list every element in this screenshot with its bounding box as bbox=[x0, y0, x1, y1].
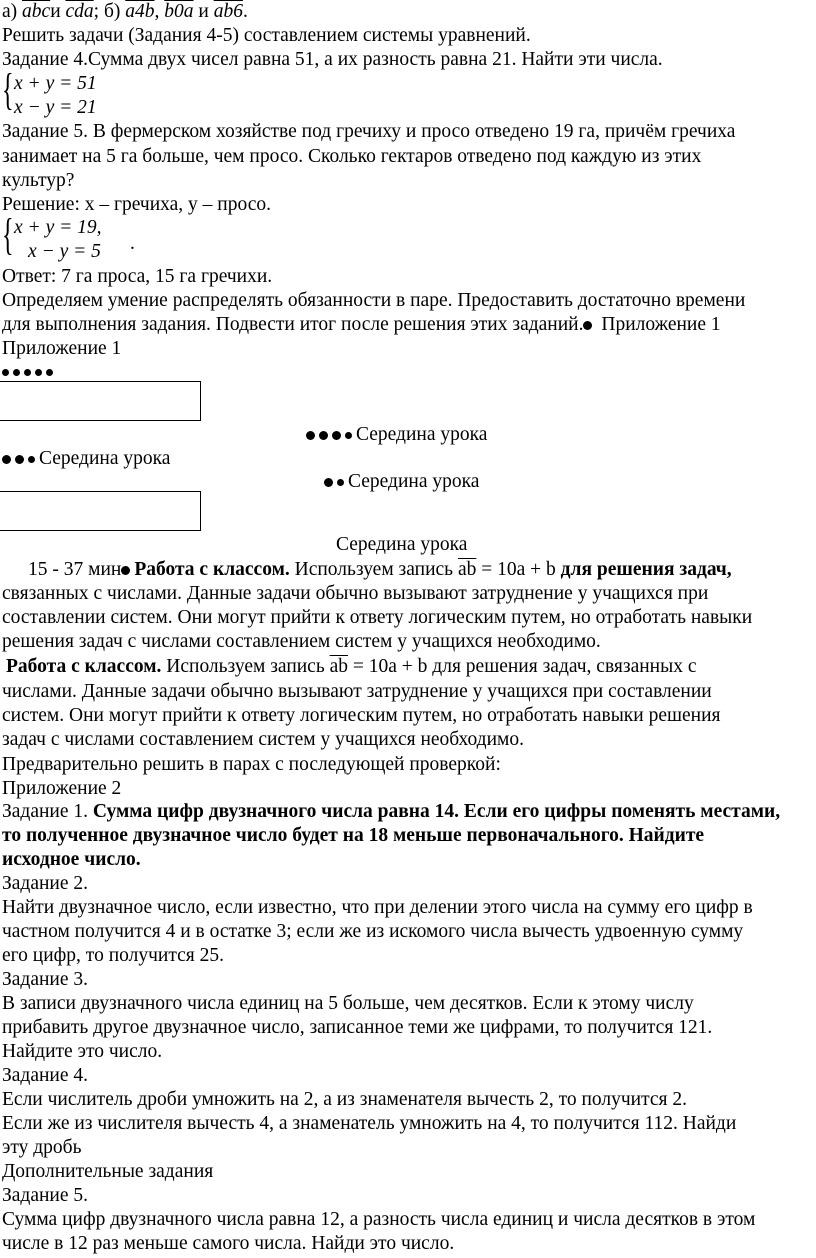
task-5-line-1: Сумма цифр двузначного числа равна 12, а разность числа единиц и числа десятков в этом bbox=[2, 1209, 756, 1230]
task-2-line-2: частном получится 4 и в остатке 3; если же из искомого числа вычесть удвоенную сумму bbox=[2, 921, 744, 942]
appendix-2-label: Приложение 2 bbox=[2, 778, 122, 799]
equation-1a: x + y = 51 bbox=[14, 73, 97, 94]
text: а) bbox=[2, 1, 23, 22]
task-5-line-2: занимает на 5 га больше, чем просо. Сколько гектаров отведено под каждую из этих bbox=[2, 146, 702, 167]
task-5-label: Задание 5. bbox=[2, 1185, 89, 1206]
bullet-icon bbox=[46, 369, 53, 376]
task-3-line-2: прибавить другое двузначное число, записанное теми же цифрами, то получится 121. bbox=[2, 1017, 713, 1038]
formula-ab: $\overline{ab}$ bbox=[457, 559, 477, 580]
bullet-icon bbox=[2, 455, 11, 464]
task-4-line-1: Если числитель дроби умножить на 2, а из знаменателя вычесть 2, то получится 2. bbox=[2, 1089, 687, 1110]
formula-ab6: ab6 bbox=[213, 1, 243, 22]
formula-cda: $\overline{cda}$ bbox=[65, 1, 94, 22]
task-3-line-3: Найдите это число. bbox=[2, 1041, 163, 1062]
task-1-line-1 bbox=[2, 800, 780, 824]
paragraph-line-1: Определяем умение распределять обязанности в паре. Предоставить достаточно времени bbox=[2, 290, 746, 311]
formula: = 10a + b bbox=[348, 656, 428, 677]
text: Середина урока bbox=[39, 448, 171, 469]
task-1-line-2: то полученное двузначное число будет на 18 меньше первоначального. Найдите bbox=[2, 825, 705, 846]
task-1-line-3: исходное число. bbox=[2, 849, 141, 870]
equation-2a: x + y = 19, bbox=[14, 217, 102, 238]
text: Используем запись bbox=[161, 656, 330, 677]
text: Используем запись bbox=[289, 559, 458, 580]
task-2-line-3: его цифр, то получится 25. bbox=[2, 945, 224, 966]
empty-box bbox=[0, 381, 201, 421]
text: Середина урока bbox=[348, 471, 480, 492]
bullet-icon bbox=[306, 431, 315, 440]
bullet-icon bbox=[324, 478, 333, 487]
class-work-line-2: связанных с числами. Данные задачи обычно вызывают затруднение у учащихся при bbox=[2, 583, 709, 604]
heading: Работа с классом. bbox=[134, 559, 290, 580]
task-4-text: Задание 4.Сумма двух чисел равна 51, а их разность равна 21. Найти эти числа. bbox=[2, 49, 663, 70]
formula-ab: $\overline{ab}$ bbox=[329, 656, 349, 677]
bullet-icon bbox=[583, 321, 592, 330]
text: , bbox=[154, 1, 165, 22]
bullet-icon bbox=[2, 369, 9, 376]
task-5-line-3: культур? bbox=[2, 170, 75, 191]
formula-b0a: b0a bbox=[164, 1, 194, 22]
task-label: Задание 1. bbox=[2, 801, 89, 822]
bullet-icon bbox=[337, 479, 344, 486]
task-3-label: Задание 3. bbox=[2, 969, 89, 990]
task-2-line-1: Найти двузначное число, если известно, что при делении этого числа на сумму его цифр в bbox=[2, 897, 753, 918]
solution-line: Решение: x – гречиха, y – просо. bbox=[2, 194, 271, 215]
text: . bbox=[242, 1, 248, 22]
text: Середина урока bbox=[356, 424, 488, 445]
bullet-icon bbox=[15, 455, 24, 464]
formula-a4b: a4b bbox=[125, 1, 155, 22]
time-range: 15 - 37 мин bbox=[28, 559, 122, 580]
bullet-icon bbox=[28, 456, 35, 463]
class-work-line-1 bbox=[28, 558, 732, 582]
task-5-line-2: числе в 12 раз меньше самого числа. Найди это число. bbox=[2, 1233, 455, 1254]
appendix-1-label: Приложение 1 bbox=[2, 338, 122, 359]
equation-1b: x − y = 21 bbox=[14, 97, 97, 118]
extra-tasks-heading: Дополнительные задания bbox=[2, 1161, 214, 1182]
brace-glyph: { bbox=[2, 210, 14, 259]
task-4-line-3: эту дробь bbox=[2, 1137, 82, 1158]
text: для решения задач, связанных с bbox=[427, 656, 697, 677]
class-work-2-line-2: числами. Данные задачи обычно вызывают затруднение у учащихся при составлении bbox=[2, 681, 712, 702]
class-work-line-3: составлении систем. Они могут прийти к ответу логическим путем, но отработать навыки bbox=[2, 607, 753, 628]
bullet-icon bbox=[24, 369, 31, 376]
middle-lesson-label bbox=[2, 447, 170, 471]
task-2-label: Задание 2. bbox=[2, 873, 89, 894]
middle-lesson-label: Середина урока bbox=[336, 534, 468, 555]
text: и bbox=[50, 1, 66, 22]
formula-abc: $\overline{abc}$ bbox=[22, 1, 51, 22]
class-work-2-line-1 bbox=[6, 655, 696, 679]
task-3-line-1: В записи двузначного числа единиц на 5 больше, чем десятков. Если к этому числу bbox=[2, 993, 694, 1014]
task-4-label: Задание 4. bbox=[2, 1065, 89, 1086]
heading: Работа с классом. bbox=[6, 656, 162, 677]
brace-glyph: { bbox=[2, 65, 14, 114]
text: Приложение 1 bbox=[596, 314, 721, 335]
empty-box bbox=[0, 491, 201, 531]
answer-line: Ответ: 7 га проса, 15 га гречихи. bbox=[2, 266, 273, 287]
bullet-icon bbox=[345, 432, 352, 439]
class-work-line-4: решения задач с числами составлением систем у учащихся необходимо. bbox=[2, 631, 601, 652]
bullet-icon bbox=[332, 431, 341, 440]
line-2: Решить задачи (Задания 4-5) составлением системы уравнений. bbox=[2, 25, 531, 46]
text: и bbox=[193, 1, 214, 22]
text: для решения задач, bbox=[555, 559, 732, 580]
text: ; б) bbox=[93, 1, 126, 22]
middle-lesson-label bbox=[306, 423, 487, 447]
pairs-instruction: Предварительно решить в парах с последующей проверкой: bbox=[2, 754, 501, 775]
class-work-2-line-3: систем. Они могут прийти к ответу логическим путем, но отработать навыки решения bbox=[2, 705, 721, 726]
equation-dot: . bbox=[130, 233, 135, 254]
text: Сумма цифр двузначного числа равна 14. Если его цифры поменять местами, bbox=[88, 801, 781, 822]
line-1 bbox=[2, 0, 248, 24]
equation-2b: x − y = 5 bbox=[28, 241, 101, 262]
paragraph-line-2 bbox=[2, 313, 721, 337]
task-4-line-2: Если же из числителя вычесть 4, а знаменатель умножить на 4, то получится 112. Найди bbox=[2, 1113, 737, 1134]
task-5-line-1: Задание 5. В фермерском хозяйстве под гречиху и просо отведено 19 га, причём гречиха bbox=[2, 121, 736, 142]
text: для выполнения задания. Подвести итог после решения этих заданий. bbox=[2, 314, 584, 335]
bullet-icon bbox=[35, 369, 42, 376]
bullet-icon bbox=[319, 431, 328, 440]
bullet-icon bbox=[13, 369, 20, 376]
formula: = 10a + b bbox=[476, 559, 556, 580]
bullet-icon bbox=[121, 566, 130, 575]
middle-lesson-label bbox=[324, 470, 479, 494]
class-work-2-line-4: задач с числами составлением систем у учащихся необходимо. bbox=[2, 729, 524, 750]
